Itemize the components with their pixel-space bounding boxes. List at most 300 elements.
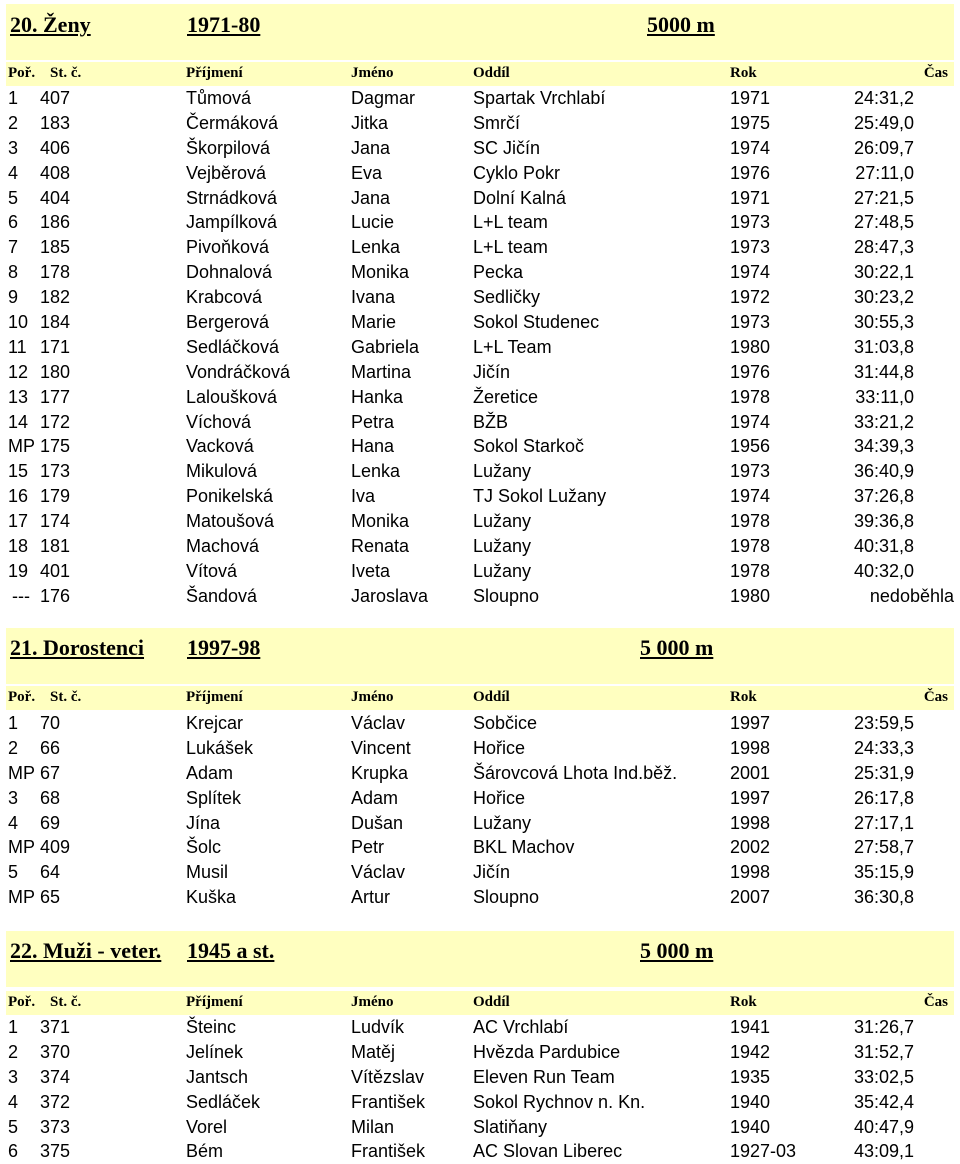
cell-startovni-cislo: 184 [40, 312, 71, 333]
cell-jmeno: Monika [351, 262, 410, 283]
cell-cas: 25:31,9 [853, 762, 914, 783]
cell-rok: 1978 [730, 560, 771, 581]
table-row [0, 235, 960, 260]
cell-startovni-cislo: 180 [40, 361, 71, 382]
cell-rok: 1980 [730, 336, 771, 357]
cell-startovni-cislo: 185 [40, 237, 71, 258]
cell-rok: 1971 [730, 88, 771, 108]
cell-oddil: Žeretice [473, 386, 539, 407]
table-row [0, 1065, 960, 1090]
cell-prijmeni: Sedláček [186, 1091, 261, 1112]
cell-jmeno: Jitka [351, 112, 389, 133]
cell-prijmeni: Vacková [186, 436, 254, 457]
cell-startovni-cislo: 65 [40, 887, 61, 908]
cell-cas: 24:31,2 [853, 88, 914, 108]
cell-rok: 1956 [730, 436, 771, 457]
cell-prijmeni: Kuška [186, 887, 237, 908]
col-header-jmeno: Jméno [351, 994, 394, 1010]
cell-jmeno: Lucie [351, 212, 395, 233]
table-row [0, 1090, 960, 1115]
cell-oddil: BŽB [473, 411, 509, 432]
cell-poradi: 19 [8, 560, 29, 581]
cell-cas: 25:49,0 [853, 112, 914, 133]
cell-cas: 30:22,1 [853, 262, 914, 283]
cell-cas: 27:17,1 [853, 812, 914, 833]
cell-startovni-cislo: 181 [40, 536, 71, 557]
cell-cas: 30:23,2 [853, 287, 914, 308]
cell-startovni-cislo: 69 [40, 812, 61, 833]
section-title-bar [6, 4, 954, 60]
table-row [0, 161, 960, 186]
col-header-jmeno: Jméno [351, 689, 394, 705]
table-row [0, 509, 960, 534]
cell-jmeno: František [351, 1091, 426, 1112]
cell-startovni-cislo: 373 [40, 1116, 71, 1137]
cell-jmeno: Petr [351, 837, 385, 858]
cell-poradi: 2 [8, 112, 19, 133]
cell-jmeno: Iveta [351, 560, 391, 581]
cell-cas: 24:33,3 [853, 737, 914, 758]
col-header-startovni-cislo: St. č. [50, 994, 82, 1010]
cell-jmeno: Ludvík [351, 1017, 405, 1037]
cell-startovni-cislo: 407 [40, 88, 71, 108]
cell-poradi: 3 [8, 787, 19, 808]
cell-rok: 1980 [730, 585, 771, 606]
category-label: 1971-80 [187, 12, 261, 37]
col-header-oddil: Oddíl [473, 994, 510, 1010]
cell-poradi: 16 [8, 486, 29, 507]
table-row [0, 860, 960, 885]
cell-cas: 40:31,8 [853, 536, 914, 557]
cell-startovni-cislo: 173 [40, 461, 71, 482]
cell-startovni-cislo: 183 [40, 112, 71, 133]
distance-label: 5 000 m [640, 938, 714, 963]
cell-poradi: 2 [8, 1041, 19, 1062]
cell-startovni-cislo: 66 [40, 737, 61, 758]
cell-poradi: 5 [8, 1116, 19, 1137]
cell-jmeno: Milan [351, 1116, 395, 1137]
cell-prijmeni: Šolc [186, 837, 222, 858]
cell-rok: 1972 [730, 287, 771, 308]
table-row [0, 285, 960, 310]
table-row [0, 1115, 960, 1140]
col-header-rok: Rok [730, 689, 757, 705]
cell-prijmeni: Bergerová [186, 312, 270, 333]
cell-jmeno: Hanka [351, 386, 404, 407]
cell-poradi: 11 [8, 336, 27, 357]
category-label: 1945 a st. [187, 938, 275, 963]
results-table [0, 711, 960, 910]
table-row [0, 786, 960, 811]
col-header-poradi: Poř. [8, 689, 36, 705]
table-row [0, 1015, 960, 1040]
cell-startovni-cislo: 70 [40, 713, 61, 733]
cell-oddil: TJ Sokol Lužany [473, 486, 607, 507]
cell-rok: 1971 [730, 187, 771, 208]
cell-cas: 27:21,5 [853, 187, 914, 208]
distance-label: 5000 m [647, 12, 715, 37]
cell-poradi: 4 [8, 162, 19, 183]
cell-poradi: 6 [8, 212, 19, 233]
cell-cas: 33:02,5 [853, 1066, 914, 1087]
cell-cas: 40:32,0 [853, 560, 914, 581]
cell-rok: 1973 [730, 461, 771, 482]
cell-startovni-cislo: 406 [40, 137, 71, 158]
cell-prijmeni: Strnádková [186, 187, 278, 208]
cell-prijmeni: Vejběrová [186, 162, 267, 183]
col-header-startovni-cislo: St. č. [50, 689, 82, 705]
cell-prijmeni: Dohnalová [186, 262, 273, 283]
cell-rok: 1935 [730, 1066, 771, 1087]
col-header-rok: Rok [730, 994, 757, 1010]
cell-poradi: 1 [8, 713, 19, 733]
cell-poradi: 1 [8, 88, 19, 108]
cell-jmeno: Renata [351, 536, 410, 557]
table-row [0, 360, 960, 385]
cell-jmeno: Lenka [351, 237, 401, 258]
cell-startovni-cislo: 174 [40, 511, 71, 532]
table-row [0, 385, 960, 410]
table-row [0, 1139, 960, 1164]
section-title: 22. Muži - veter. [10, 938, 162, 963]
cell-poradi: 5 [8, 187, 19, 208]
cell-prijmeni: Pivoňková [186, 237, 270, 258]
table-row [0, 335, 960, 360]
cell-jmeno: Hana [351, 436, 395, 457]
cell-jmeno: Monika [351, 511, 410, 532]
col-header-poradi: Poř. [8, 994, 36, 1010]
cell-poradi: 10 [8, 312, 29, 333]
section-title-bar [6, 931, 954, 987]
cell-prijmeni: Krabcová [186, 287, 263, 308]
col-header-jmeno: Jméno [351, 65, 394, 81]
results-table [0, 86, 960, 609]
cell-jmeno: Dagmar [351, 88, 416, 108]
table-row [0, 86, 960, 111]
cell-prijmeni: Šandová [186, 585, 258, 606]
cell-poradi: 9 [8, 287, 19, 308]
cell-jmeno: Krupka [351, 762, 409, 783]
column-header-row [6, 686, 954, 710]
cell-poradi: 8 [8, 262, 19, 283]
cell-prijmeni: Laloušková [186, 386, 278, 407]
cell-startovni-cislo: 374 [40, 1066, 71, 1087]
cell-poradi: 3 [8, 137, 19, 158]
cell-cas: 31:44,8 [853, 361, 914, 382]
cell-poradi: --- [12, 585, 30, 606]
cell-prijmeni: Mikulová [186, 461, 258, 482]
cell-oddil: Hvězda Pardubice [473, 1041, 621, 1062]
cell-prijmeni: Krejcar [186, 713, 244, 733]
table-row [0, 1040, 960, 1065]
cell-oddil: Dolní Kalná [473, 187, 567, 208]
column-header-row [6, 991, 954, 1015]
cell-rok: 1973 [730, 312, 771, 333]
cell-rok: 1998 [730, 812, 771, 833]
cell-cas: 43:09,1 [853, 1141, 914, 1162]
cell-rok: 1940 [730, 1091, 771, 1112]
cell-poradi: 2 [8, 737, 19, 758]
table-row [0, 186, 960, 211]
cell-startovni-cislo: 401 [40, 560, 71, 581]
cell-poradi: 1 [8, 1017, 19, 1037]
cell-rok: 1974 [730, 411, 771, 432]
cell-rok: 2002 [730, 837, 771, 858]
table-row [0, 111, 960, 136]
cell-poradi: MP [8, 762, 35, 783]
cell-jmeno: Eva [351, 162, 383, 183]
cell-rok: 1976 [730, 361, 771, 382]
table-row [0, 835, 960, 860]
cell-prijmeni: Vítová [186, 560, 238, 581]
cell-oddil: Lužany [473, 560, 532, 581]
cell-oddil: Sokol Starkoč [473, 436, 585, 457]
cell-prijmeni: Lukášek [186, 737, 254, 758]
cell-prijmeni: Jína [186, 812, 221, 833]
cell-jmeno: Vítězslav [351, 1066, 425, 1087]
col-header-cas: Čas [923, 65, 948, 81]
cell-poradi: 17 [8, 511, 29, 532]
cell-oddil: Šárovcová Lhota Ind.běž. [473, 762, 678, 783]
cell-prijmeni: Sedláčková [186, 336, 280, 357]
cell-cas: 26:17,8 [853, 787, 914, 808]
cell-rok: 1941 [730, 1017, 771, 1037]
cell-oddil: Sloupno [473, 887, 540, 908]
cell-oddil: Sobčice [473, 713, 538, 733]
cell-rok: 2007 [730, 887, 771, 908]
cell-startovni-cislo: 409 [40, 837, 71, 858]
cell-prijmeni: Jantsch [186, 1066, 249, 1087]
cell-jmeno: František [351, 1141, 426, 1162]
cell-prijmeni: Adam [186, 762, 234, 783]
cell-oddil: Sloupno [473, 585, 540, 606]
cell-jmeno: Jaroslava [351, 585, 429, 606]
cell-startovni-cislo: 372 [40, 1091, 71, 1112]
cell-startovni-cislo: 371 [40, 1017, 71, 1037]
table-row [0, 584, 960, 609]
cell-cas: 28:47,3 [853, 237, 914, 258]
cell-cas: 39:36,8 [853, 511, 914, 532]
cell-cas: 31:52,7 [853, 1041, 914, 1062]
cell-prijmeni: Vondráčková [186, 361, 291, 382]
cell-prijmeni: Musil [186, 862, 229, 883]
cell-jmeno: Ivana [351, 287, 396, 308]
cell-startovni-cislo: 370 [40, 1041, 71, 1062]
cell-startovni-cislo: 68 [40, 787, 61, 808]
cell-cas: 33:11,0 [855, 386, 914, 407]
col-header-prijmeni: Příjmení [186, 689, 243, 705]
cell-rok: 2001 [730, 762, 771, 783]
col-header-oddil: Oddíl [473, 689, 510, 705]
cell-poradi: 6 [8, 1141, 19, 1162]
cell-startovni-cislo: 408 [40, 162, 71, 183]
cell-oddil: Jičín [473, 862, 511, 883]
cell-cas: 27:48,5 [853, 212, 914, 233]
cell-rok: 1978 [730, 386, 771, 407]
cell-cas: 35:15,9 [853, 862, 914, 883]
table-row [0, 885, 960, 910]
cell-startovni-cislo: 64 [40, 862, 61, 883]
col-header-cas: Čas [923, 994, 948, 1010]
cell-rok: 1978 [730, 536, 771, 557]
distance-label: 5 000 m [640, 635, 714, 660]
cell-poradi: MP [8, 837, 35, 858]
cell-jmeno: Jana [351, 137, 391, 158]
cell-rok: 1974 [730, 137, 771, 158]
cell-poradi: MP [8, 436, 35, 457]
cell-poradi: 4 [8, 1091, 19, 1112]
cell-jmeno: Marie [351, 312, 397, 333]
results-table [0, 1015, 960, 1164]
cell-oddil: Lužany [473, 536, 532, 557]
cell-cas: 40:47,9 [853, 1116, 914, 1137]
cell-jmeno: Artur [351, 887, 391, 908]
section-title-bar [6, 628, 954, 684]
cell-jmeno: Václav [351, 713, 406, 733]
cell-startovni-cislo: 177 [40, 386, 71, 407]
cell-oddil: Sokol Rychnov n. Kn. [473, 1091, 646, 1112]
table-row [0, 136, 960, 161]
table-row [0, 534, 960, 559]
category-label: 1997-98 [187, 635, 261, 660]
cell-oddil: L+L team [473, 237, 548, 258]
cell-poradi: 3 [8, 1066, 19, 1087]
cell-oddil: AC Vrchlabí [473, 1017, 569, 1037]
table-row [0, 210, 960, 235]
cell-cas: 36:40,9 [853, 461, 914, 482]
cell-jmeno: Adam [351, 787, 399, 808]
cell-startovni-cislo: 67 [40, 762, 61, 783]
cell-oddil: Sedličky [473, 287, 541, 308]
cell-oddil: BKL Machov [473, 837, 575, 858]
cell-oddil: L+L team [473, 212, 548, 233]
cell-oddil: Smrčí [473, 112, 520, 133]
table-row [0, 711, 960, 736]
cell-oddil: Cyklo Pokr [473, 162, 561, 183]
cell-cas: 23:59,5 [853, 713, 914, 733]
cell-oddil: L+L Team [473, 336, 552, 357]
cell-jmeno: Vincent [351, 737, 411, 758]
cell-startovni-cislo: 404 [40, 187, 71, 208]
cell-rok: 1998 [730, 862, 771, 883]
cell-startovni-cislo: 171 [40, 336, 71, 357]
table-row [0, 736, 960, 761]
table-row [0, 761, 960, 786]
cell-rok: 1927-03 [730, 1141, 797, 1162]
cell-rok: 1998 [730, 737, 771, 758]
cell-oddil: SC Jičín [473, 137, 541, 158]
cell-cas: 35:42,4 [853, 1091, 914, 1112]
cell-prijmeni: Tůmová [186, 88, 252, 108]
cell-prijmeni: Vorel [186, 1116, 228, 1137]
cell-poradi: 4 [8, 812, 19, 833]
cell-poradi: 7 [8, 237, 19, 258]
cell-cas: 31:03,8 [853, 336, 914, 357]
table-row [0, 310, 960, 335]
cell-rok: 1997 [730, 787, 771, 808]
cell-oddil: Pecka [473, 262, 524, 283]
cell-jmeno: Petra [351, 411, 395, 432]
cell-prijmeni: Jelínek [186, 1041, 244, 1062]
cell-rok: 1997 [730, 713, 771, 733]
cell-oddil: AC Slovan Liberec [473, 1141, 623, 1162]
cell-oddil: Slatiňany [473, 1116, 548, 1137]
cell-startovni-cislo: 186 [40, 212, 71, 233]
cell-prijmeni: Škorpilová [186, 137, 271, 158]
cell-rok: 1976 [730, 162, 771, 183]
table-row [0, 484, 960, 509]
table-row [0, 434, 960, 459]
cell-oddil: Lužany [473, 511, 532, 532]
cell-oddil: Hořice [473, 787, 526, 808]
cell-cas: 34:39,3 [853, 436, 914, 457]
cell-cas: 31:26,7 [853, 1017, 914, 1037]
cell-cas: 27:58,7 [853, 837, 914, 858]
cell-oddil: Spartak Vrchlabí [473, 88, 606, 108]
cell-cas: 27:11,0 [855, 162, 914, 183]
table-row [0, 410, 960, 435]
table-row [0, 559, 960, 584]
col-header-rok: Rok [730, 65, 757, 81]
cell-startovni-cislo: 172 [40, 411, 71, 432]
cell-startovni-cislo: 375 [40, 1141, 71, 1162]
cell-rok: 1978 [730, 511, 771, 532]
cell-startovni-cislo: 179 [40, 486, 71, 507]
cell-prijmeni: Ponikelská [186, 486, 274, 507]
cell-rok: 1974 [730, 262, 771, 283]
col-header-startovni-cislo: St. č. [50, 65, 82, 81]
cell-jmeno: Martina [351, 361, 412, 382]
cell-rok: 1975 [730, 112, 771, 133]
cell-cas: 30:55,3 [853, 312, 914, 333]
cell-startovni-cislo: 182 [40, 287, 71, 308]
cell-jmeno: Lenka [351, 461, 401, 482]
col-header-cas: Čas [923, 689, 948, 705]
cell-jmeno: Iva [351, 486, 376, 507]
cell-rok: 1974 [730, 486, 771, 507]
cell-poradi: 14 [8, 411, 29, 432]
cell-jmeno: Jana [351, 187, 391, 208]
cell-jmeno: Dušan [351, 812, 404, 833]
cell-oddil: Eleven Run Team [473, 1066, 615, 1087]
cell-startovni-cislo: 175 [40, 436, 71, 457]
col-header-poradi: Poř. [8, 65, 36, 81]
cell-poradi: 13 [8, 386, 29, 407]
cell-rok: 1973 [730, 237, 771, 258]
cell-cas: 26:09,7 [853, 137, 914, 158]
cell-prijmeni: Šteinc [186, 1017, 237, 1037]
cell-oddil: Hořice [473, 737, 526, 758]
cell-oddil: Jičín [473, 361, 511, 382]
cell-poradi: 12 [8, 361, 29, 382]
cell-prijmeni: Víchová [186, 411, 252, 432]
cell-cas: nedoběhla [869, 585, 954, 606]
cell-oddil: Sokol Studenec [473, 312, 600, 333]
cell-prijmeni: Machová [186, 536, 260, 557]
cell-cas: 33:21,2 [853, 411, 914, 432]
table-row [0, 811, 960, 836]
section-title: 20. Ženy [10, 12, 91, 37]
cell-cas: 37:26,8 [853, 486, 914, 507]
cell-poradi: 18 [8, 536, 29, 557]
table-row [0, 260, 960, 285]
cell-poradi: 5 [8, 862, 19, 883]
col-header-prijmeni: Příjmení [186, 994, 243, 1010]
cell-prijmeni: Čermáková [186, 112, 279, 133]
column-header-row [6, 62, 954, 86]
cell-jmeno: Gabriela [351, 336, 420, 357]
col-header-prijmeni: Příjmení [186, 65, 243, 81]
